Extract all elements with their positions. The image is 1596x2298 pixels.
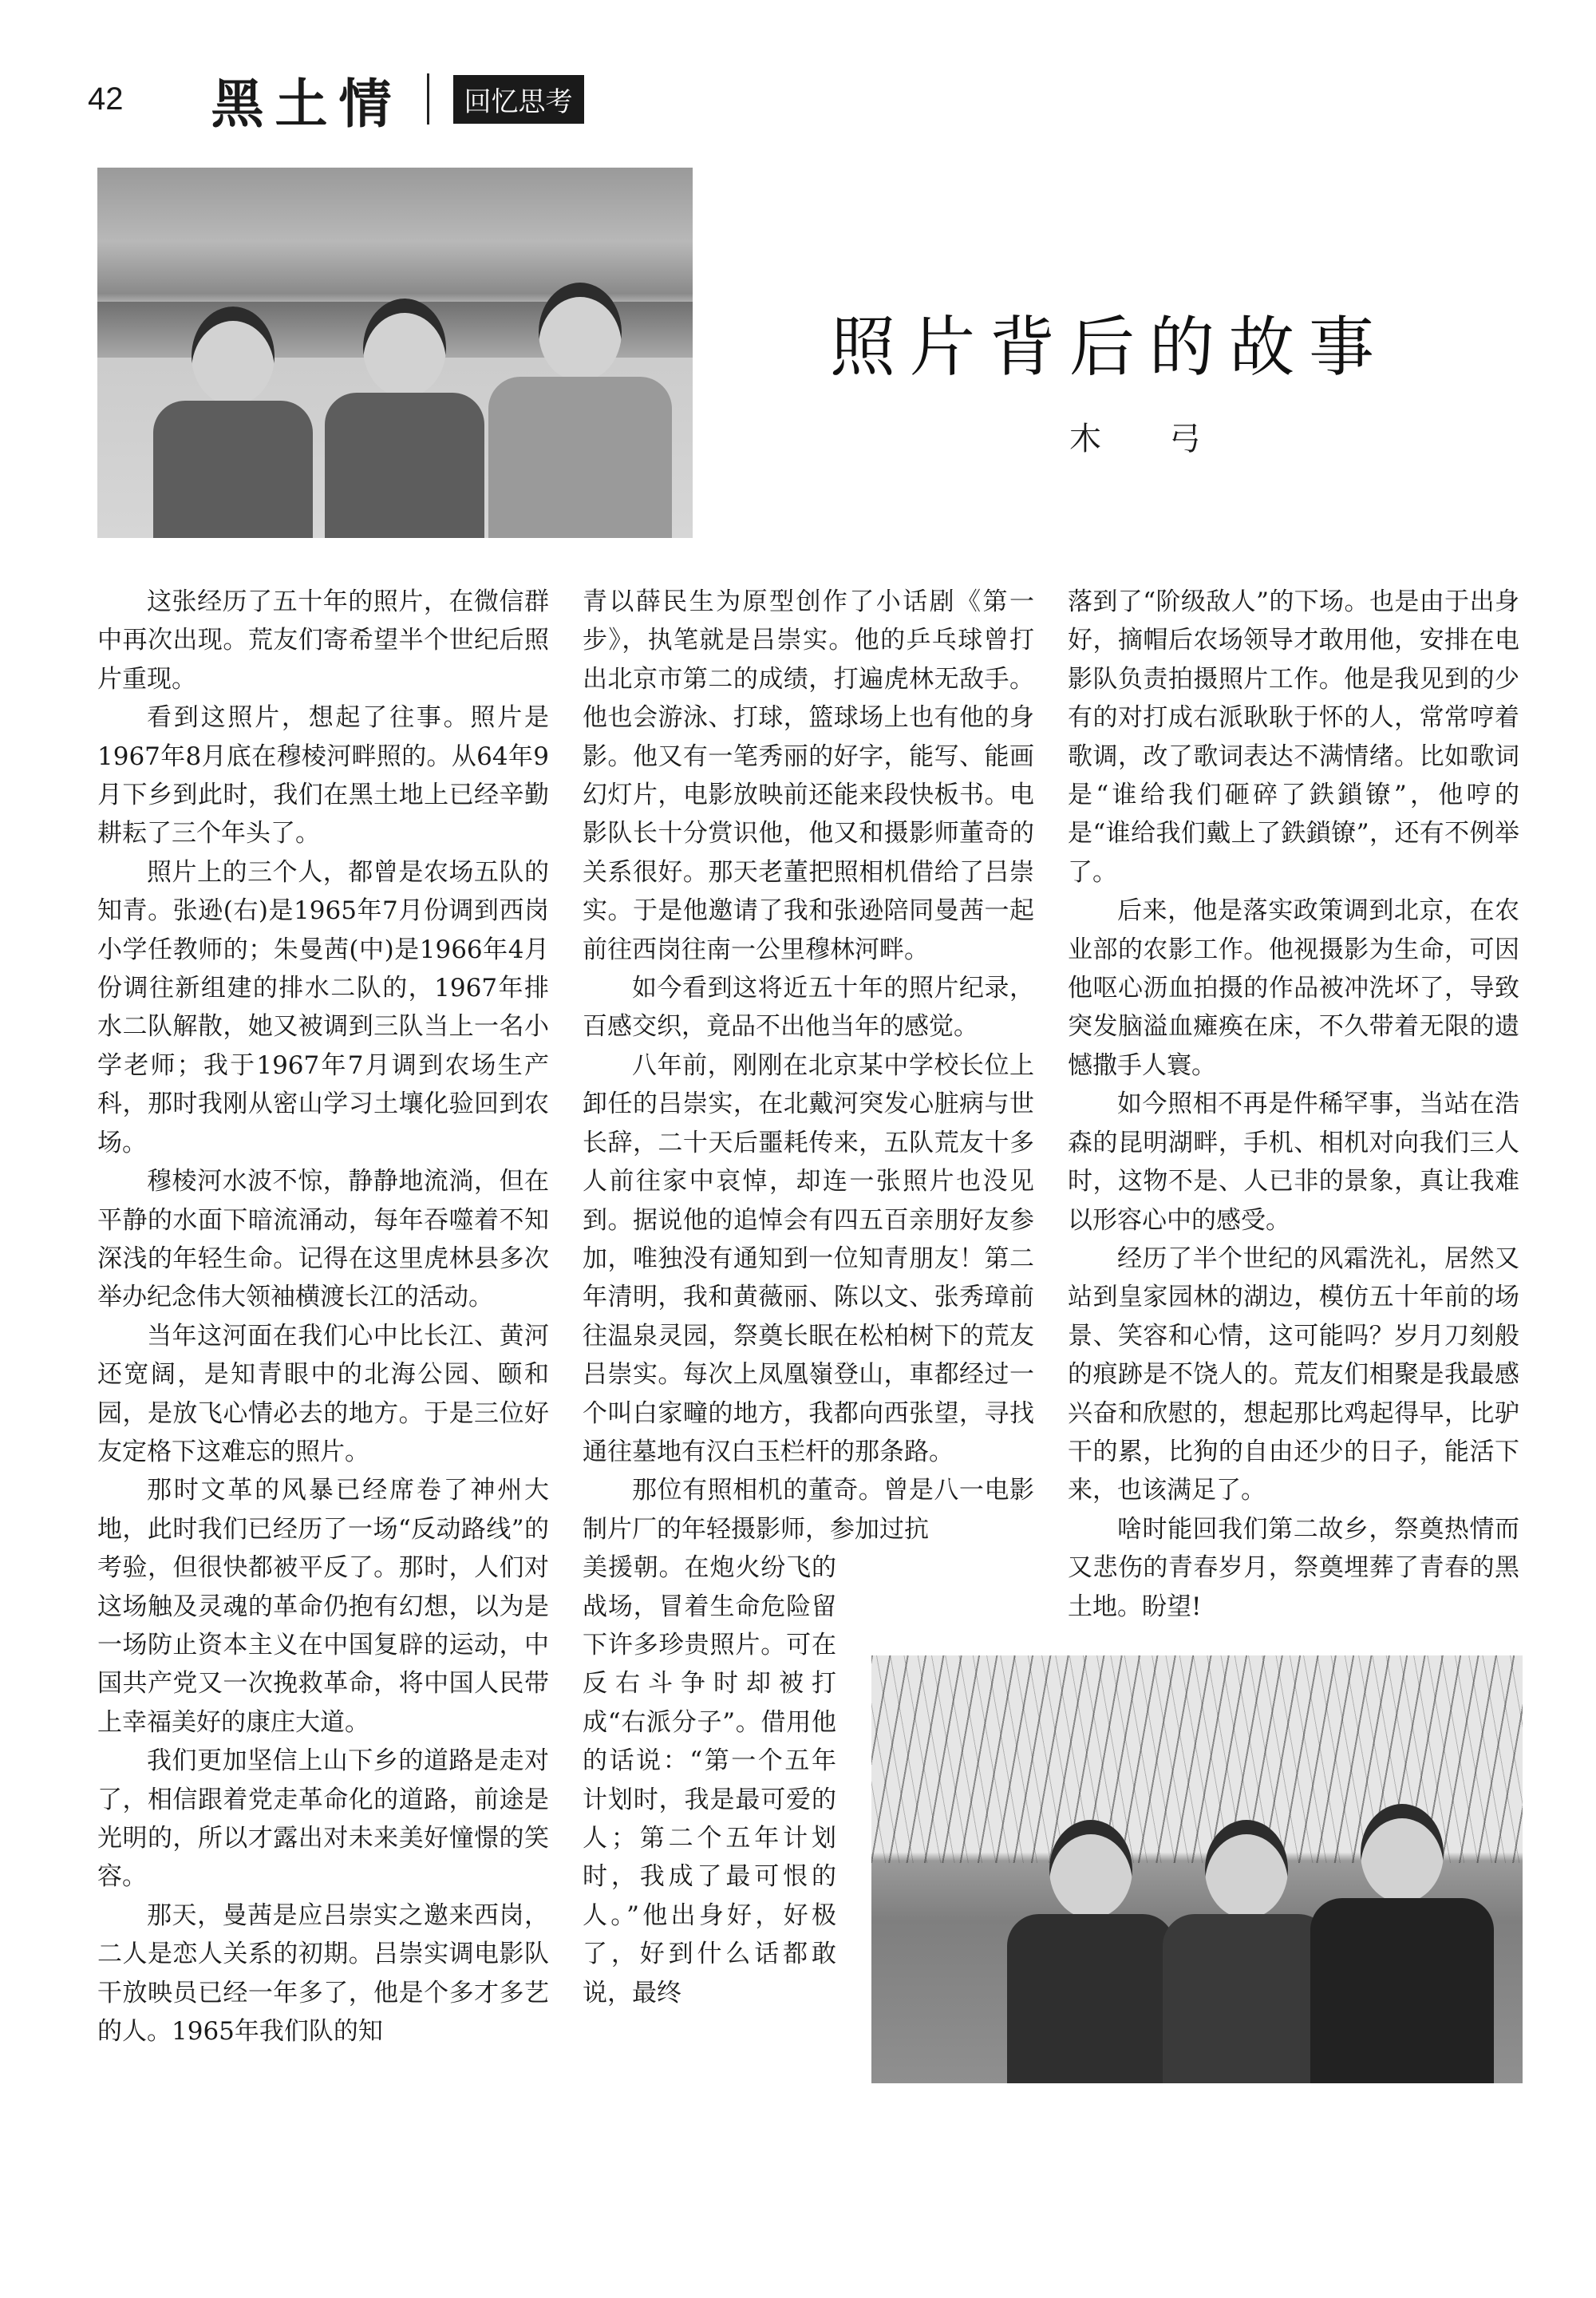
person-body — [1163, 1914, 1330, 2083]
paragraph: 那天，曼茜是应吕崇实之邀来西岗，二人是恋人关系的初期。吕崇实调电影队干放映员已经一年多了，他是个多才多艺的人。1965年我们队的知 — [97, 1900, 549, 2047]
paragraph: 如今看到这将近五十年的照片纪录，百感交织，竟品不出他当年的感觉。 — [583, 974, 1034, 1042]
paragraph: 后来，他是落实政策调到北京，在农业部的农影工作。他视摄影为生命，可因他呕心沥血拍摄的作品被冲洗坏了，导致突发脑溢血瘫痪在床，不久带着无限的遗憾撒手人寰。 — [1068, 896, 1519, 1080]
person-body — [325, 393, 484, 538]
person-right — [488, 283, 672, 538]
paragraph: 青以薛民生为原型创作了小话剧《第一步》，执笔就是吕崇实。他的乒乓球曾打出北京市第二的成绩，打遍虎林无敌手。他也会游泳、打球，篮球场上也有他的身影。他又有一笔秀丽的好字，能写、能画幻灯片，电影放映前还能来段快板书。电影队长十分赏识他，他又和摄影师董奇的关系很好。那天老董把照相机借给了吕崇实。于是他邀请了我和张逊陪同曼茜一起前往西岗往南一公里穆林河畔。 — [583, 587, 1034, 964]
page-header — [88, 67, 584, 135]
person-head — [1049, 1820, 1132, 1919]
paragraph: 那位有照相机的董奇。曾是八一电影制片厂的年轻摄影师，参加过抗 — [583, 1476, 1034, 1544]
page-number: 42 — [88, 81, 124, 117]
old-photo — [97, 168, 693, 538]
paragraph: 八年前，刚刚在北京某中学校长位上卸任的吕崇实，在北戴河突发心脏病与世长辞，二十天后噩耗传来，五队荒友十多人前往家中哀悼，却连一张照片也没见到。据说他的追悼会有四五百亲朋好友参加，唯独没有通知到一位知青朋友！第二年清明，我和黄薇丽、陈以文、张秀璋前往温泉灵园，祭奠长眠在松柏树下的荒友吕崇实。每次上凤凰嶺登山，車都经过一个叫白家疃的地方，我都向西张望，寻找通往墓地有汉白玉栏杆的那条路。 — [583, 1050, 1034, 1466]
header-divider — [427, 73, 429, 125]
recent-photo — [871, 1655, 1523, 2083]
person-head — [192, 307, 275, 405]
person-body — [1310, 1898, 1494, 2083]
paragraph: 看到这照片，想起了往事。照片是1967年8月底在穆棱河畔照的。从64年9月下乡到此时，我们在黑土地上已经辛勤耕耘了三个年头了。 — [97, 703, 549, 848]
column-3 — [1068, 583, 1519, 1626]
person-body — [153, 401, 313, 538]
paragraph: 落到了“阶级敌人”的下场。也是由于出身好，摘帽后农场领导才敢用他，安排在电影队负责拍摄照片工作。他是我见到的少有的对打成右派耿耿于怀的人，常常哼着歌调，改了歌词表达不满情绪。比如歌词是“谁给我们砸碎了鉄鎖镣”，他哼的是“谁给我们戴上了鉄鎖镣”，还有不例举了。 — [1068, 587, 1519, 887]
person-head — [1205, 1820, 1288, 1919]
paragraph: 那时文革的风暴已经席卷了神州大地，此时我们已经历了一场“反动路线”的考验，但很快都被平反了。那时，人们对这场触及灵魂的革命仍抱有幻想，以为是一场防止资本主义在中国复辟的运动，中国共产党又一次挽救革命，将中国人民带上幸福美好的康庄大道。 — [97, 1476, 549, 1737]
magazine-name: 黑土情 — [211, 72, 403, 135]
author: 木 弓 — [1069, 421, 1230, 457]
person-middle — [325, 299, 484, 538]
person-body — [1007, 1914, 1175, 2083]
person-head — [1361, 1804, 1444, 1903]
person-head — [539, 283, 622, 382]
paragraph: 当年这河面在我们心中比长江、黄河还宽阔，是知青眼中的北海公园、颐和园，是放飞心情必去的地方。于是三位好友定格下这难忘的照片。 — [97, 1321, 549, 1466]
paragraph: 这张经历了五十年的照片，在微信群中再次出现。荒友们寄希望半个世纪后照片重现。 — [97, 587, 549, 694]
paragraph: 美援朝。在炮火纷飞的战场，冒着生命危险留下许多珍贵照片。可在反右斗争时却被打成“右派分子”。借用他的话说：“第一个五年计划时，我是最可爱的人；第二个五年计划时，我成了最可恨的人。”他出身好，好极了，好到什么话都敢说，最终 — [583, 1553, 836, 2007]
person-middle — [1163, 1820, 1330, 2083]
paragraph: 穆棱河水波不惊，静静地流淌，但在平静的水面下暗流涌动，每年吞噬着不知深浅的年轻生命。记得在这里虎林县多次举办纪念伟大领袖横渡长江的活动。 — [97, 1167, 549, 1312]
paragraph: 照片上的三个人，都曾是农场五队的知青。张逊(右)是1965年7月份调到西岗小学任教师的；朱曼茜(中)是1966年4月份调往新组建的排水二队的，1967年排水二队解散，她又被调到三队当上一名小学老师；我于1967年7月调到农场生产科，那时我刚从密山学习土壤化验回到农场。 — [97, 857, 549, 1157]
article-title: 照片背后的故事 — [830, 310, 1389, 386]
person-left — [153, 307, 313, 538]
paragraph: 如今照相不再是件稀罕事，当站在浩森的昆明湖畔，手机、相机对向我们三人时，这物不是、人已非的景象，真让我难以形容心中的感受。 — [1068, 1090, 1519, 1235]
person-left — [1007, 1820, 1175, 2083]
person-right — [1310, 1804, 1494, 2083]
paragraph: 我们更加坚信上山下乡的道路是走对了，相信跟着党走革命化的道路，前途是光明的，所以才露出对未来美好憧憬的笑容。 — [97, 1746, 549, 1892]
paragraph: 经历了半个世纪的风霜洗礼，居然又站到皇家园林的湖边，模仿五十年前的场景、笑容和心情，这可能吗？岁月刀刻般的痕跡是不饶人的。荒友们相聚是我最感兴奋和欣慰的，想起那比鸡起得早，比驴干的累，比狗的自由还少的日子，能活下来，也该满足了。 — [1068, 1244, 1519, 1505]
person-body — [488, 377, 672, 538]
person-head — [363, 299, 446, 398]
section-label: 回忆思考 — [453, 75, 584, 124]
column-1 — [97, 583, 549, 2051]
paragraph: 啥时能回我们第二故乡，祭奠热情而又悲伤的青春岁月，祭奠埋葬了青春的黑土地。盼望! — [1068, 1514, 1519, 1621]
